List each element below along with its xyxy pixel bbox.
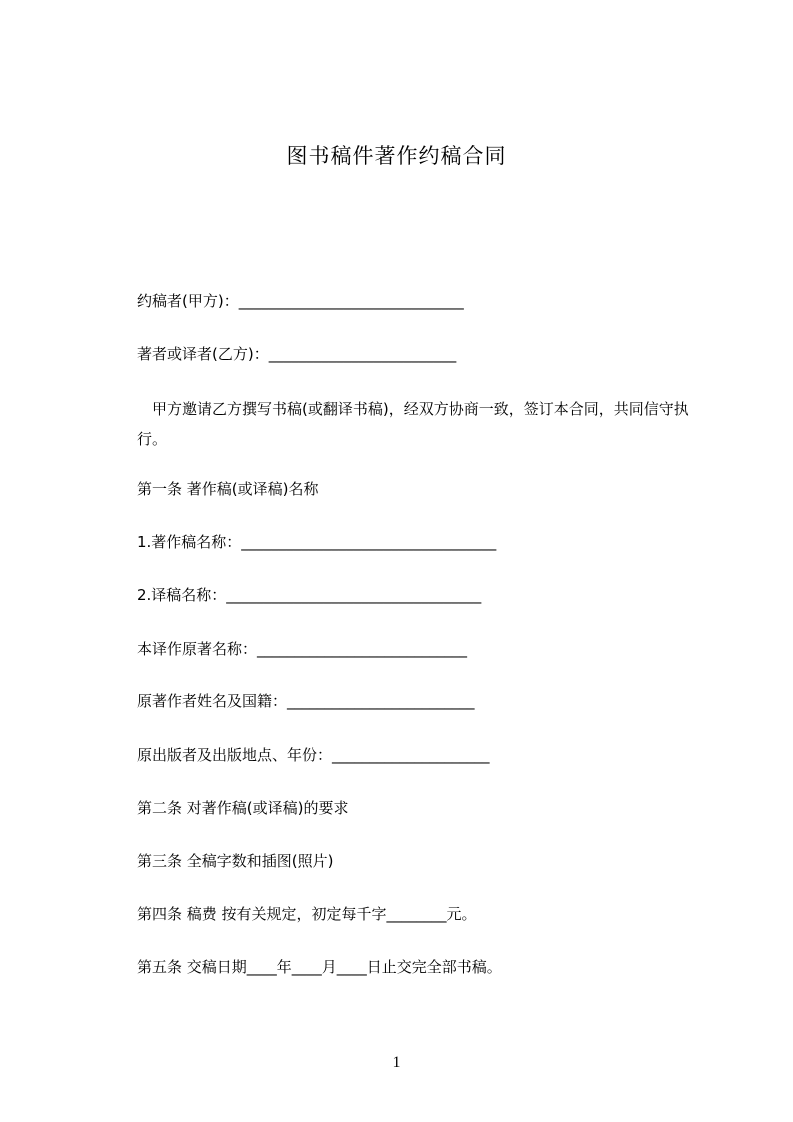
preamble-paragraph: 甲方邀请乙方撰写书稿(或翻译书稿)，经双方协商一致，签订本合同，共同信守执行。 bbox=[137, 400, 689, 448]
original-work-title-line: 本译作原著名称：____________________________ bbox=[137, 640, 468, 658]
original-publisher-line: 原出版者及出版地点、年份：_____________________ bbox=[137, 746, 490, 764]
translation-title-line: 2.译稿名称：__________________________________ bbox=[137, 586, 482, 604]
article-5-heading: 第五条 交稿日期____年____月____日止交完全部书稿。 bbox=[137, 958, 502, 976]
party-b-line: 著者或译者(乙方)：_________________________ bbox=[137, 345, 457, 363]
party-a-line: 约稿者(甲方)：______________________________ bbox=[137, 292, 464, 310]
article-4-heading: 第四条 稿费 按有关规定，初定每千字________元。 bbox=[137, 905, 477, 923]
article-1-heading: 第一条 著作稿(或译稿)名称 bbox=[137, 480, 319, 498]
article-3-heading: 第三条 全稿字数和插图(照片) bbox=[137, 852, 334, 870]
article-2-heading: 第二条 对著作稿(或译稿)的要求 bbox=[137, 799, 349, 817]
document-title: 图书稿件著作约稿合同 bbox=[286, 144, 507, 168]
work-title-line: 1.著作稿名称：__________________________________ bbox=[137, 533, 497, 551]
page-number: 1 bbox=[392, 1054, 401, 1071]
original-author-line: 原著作者姓名及国籍：_________________________ bbox=[137, 692, 475, 710]
